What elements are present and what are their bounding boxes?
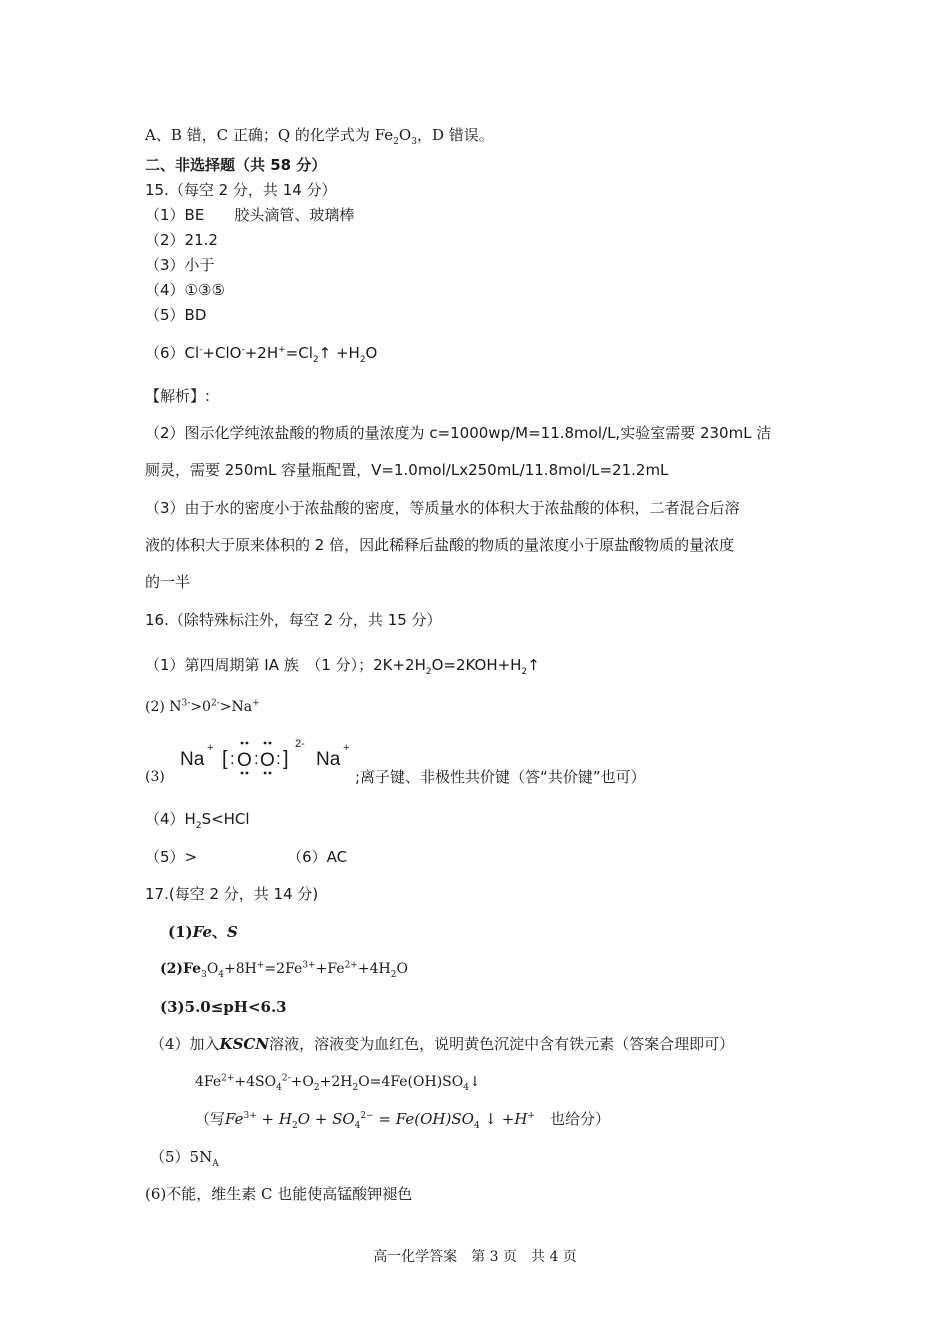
- q16-answer-1: （1）第四周期第 IA 族 （1 分）；$2K+2H_2O=2KOH+H_2↑$: [145, 656, 540, 677]
- lone-pair-dot: [264, 772, 267, 775]
- lewis-na-right: Na: [316, 749, 341, 770]
- lewis-left-bracket: [: [222, 748, 228, 770]
- q17-answer-1: (1)Fe、S: [168, 923, 238, 941]
- q17-answer-3: (3)5.0≤pH<6.3: [160, 998, 287, 1016]
- q16-header: 16.（除特殊标注外，每空 2 分，共 15 分）: [145, 611, 442, 629]
- q15-analysis-3a: （3）由于水的密度小于浓盐酸的密度，等质量水的体积大于浓盐酸的体积，二者混合后溶: [145, 499, 740, 517]
- q15-analysis-2a: （2）图示化学纯浓盐酸的物质的量浓度为 c=1000wp/M=11.8mol/L,实验室需要 230mL 洁: [145, 424, 772, 442]
- q17-equation-2: （写$Fe^{3+} + H_2O + SO_4^{2-} = Fe(OH)SO_4$ ↓ +H+ 也给分）: [195, 1110, 610, 1131]
- lewis-anion-charge: 2-: [295, 738, 305, 750]
- lone-pair-dot: [269, 742, 272, 745]
- q17-answer-4: （4）加入KSCN溶液，溶液变为血红色，说明黄色沉淀中含有铁元素（答案合理即可）: [150, 1035, 735, 1053]
- q17-answer-6: (6)不能，维生素 C 也能使高锰酸钾褪色: [145, 1185, 413, 1203]
- q16-answer-2: (2) $N^{3-}>0^{2-}>Na^+$: [145, 698, 260, 715]
- lewis-na-left-charge: +: [207, 742, 214, 754]
- q17-answer-2: $(2)Fe_3O_4+8H^+=2Fe^{3+}+Fe^{2+}+4H_2O$: [160, 960, 408, 980]
- q15-answer-5: （5）BD: [145, 306, 207, 324]
- q16-answer-4: $(4)H_2S<HCl$: [145, 810, 250, 831]
- q15-answer-1: （1）BE 胶头滴管、玻璃棒: [145, 206, 355, 224]
- q15-answer-6: $(6)Cl^-+ClO^-+2H^+=Cl_2↑ +H_2O$: [145, 344, 378, 365]
- q15-analysis-3c: 的一半: [145, 573, 191, 591]
- q15-answer-3: （3）小于: [145, 256, 215, 274]
- lewis-oxygen-2: O: [260, 750, 275, 771]
- q15-analysis-title: 【解析】:: [145, 387, 211, 405]
- q15-answer-2: （2）21.2: [145, 231, 218, 249]
- q15-header: 15.（每空 2 分，共 14 分）: [145, 181, 337, 199]
- q15-analysis-3b: 液的体积大于原来体积的 2 倍，因此稀释后盐酸的物质的量浓度小于原盐酸物质的量浓度: [145, 536, 735, 554]
- q16-answer-5-6: （5）> （6）AC: [145, 848, 348, 866]
- q16-answer-3-number: (3): [145, 769, 165, 785]
- lone-pair-dot: [246, 772, 249, 775]
- lone-pair-dot: [269, 772, 272, 775]
- top-answer-line: A、B 错，C 正确；Q 的化学式为 $Fe_2O_3$，D 错误。: [145, 126, 494, 147]
- lewis-right-colon: :: [276, 749, 281, 768]
- q17-equation-1: $4Fe^{2+}+4SO_4^{2-}+O_2+2H_2O=4Fe(OH)SO_4↓$: [195, 1073, 481, 1093]
- q17-answer-5: $(5)5N_A$: [150, 1148, 219, 1169]
- lone-pair-dot: [246, 742, 249, 745]
- q15-analysis-2b: 厕灵，需要 250mL 容量瓶配置，V=1.0mol/Lx250mL/11.8mol/L=21.2mL: [145, 461, 669, 479]
- lewis-oxygen-1: O: [237, 750, 252, 771]
- q16-answer-3-text: ;离子键、非极性共价键（答“共价键”也可）: [355, 768, 646, 786]
- lone-pair-dot: [264, 742, 267, 745]
- sodium-peroxide-lewis-structure: [180, 737, 355, 777]
- lewis-na-left: Na: [180, 749, 205, 770]
- lewis-right-bracket: ]: [283, 748, 289, 770]
- lewis-na-right-charge: +: [343, 742, 350, 754]
- q17-header: 17.(每空 2 分，共 14 分): [145, 885, 319, 903]
- page-footer: 高一化学答案 第 3 页 共 4 页: [373, 1249, 577, 1265]
- lone-pair-dot: [241, 742, 244, 745]
- lone-pair-dot: [241, 772, 244, 775]
- q15-answer-4: （4）①③⑤: [145, 281, 225, 299]
- section-title: 二、非选择题（共 58 分）: [145, 156, 327, 174]
- lewis-left-colon: :: [230, 749, 235, 768]
- lewis-middle-colon: :: [254, 749, 259, 768]
